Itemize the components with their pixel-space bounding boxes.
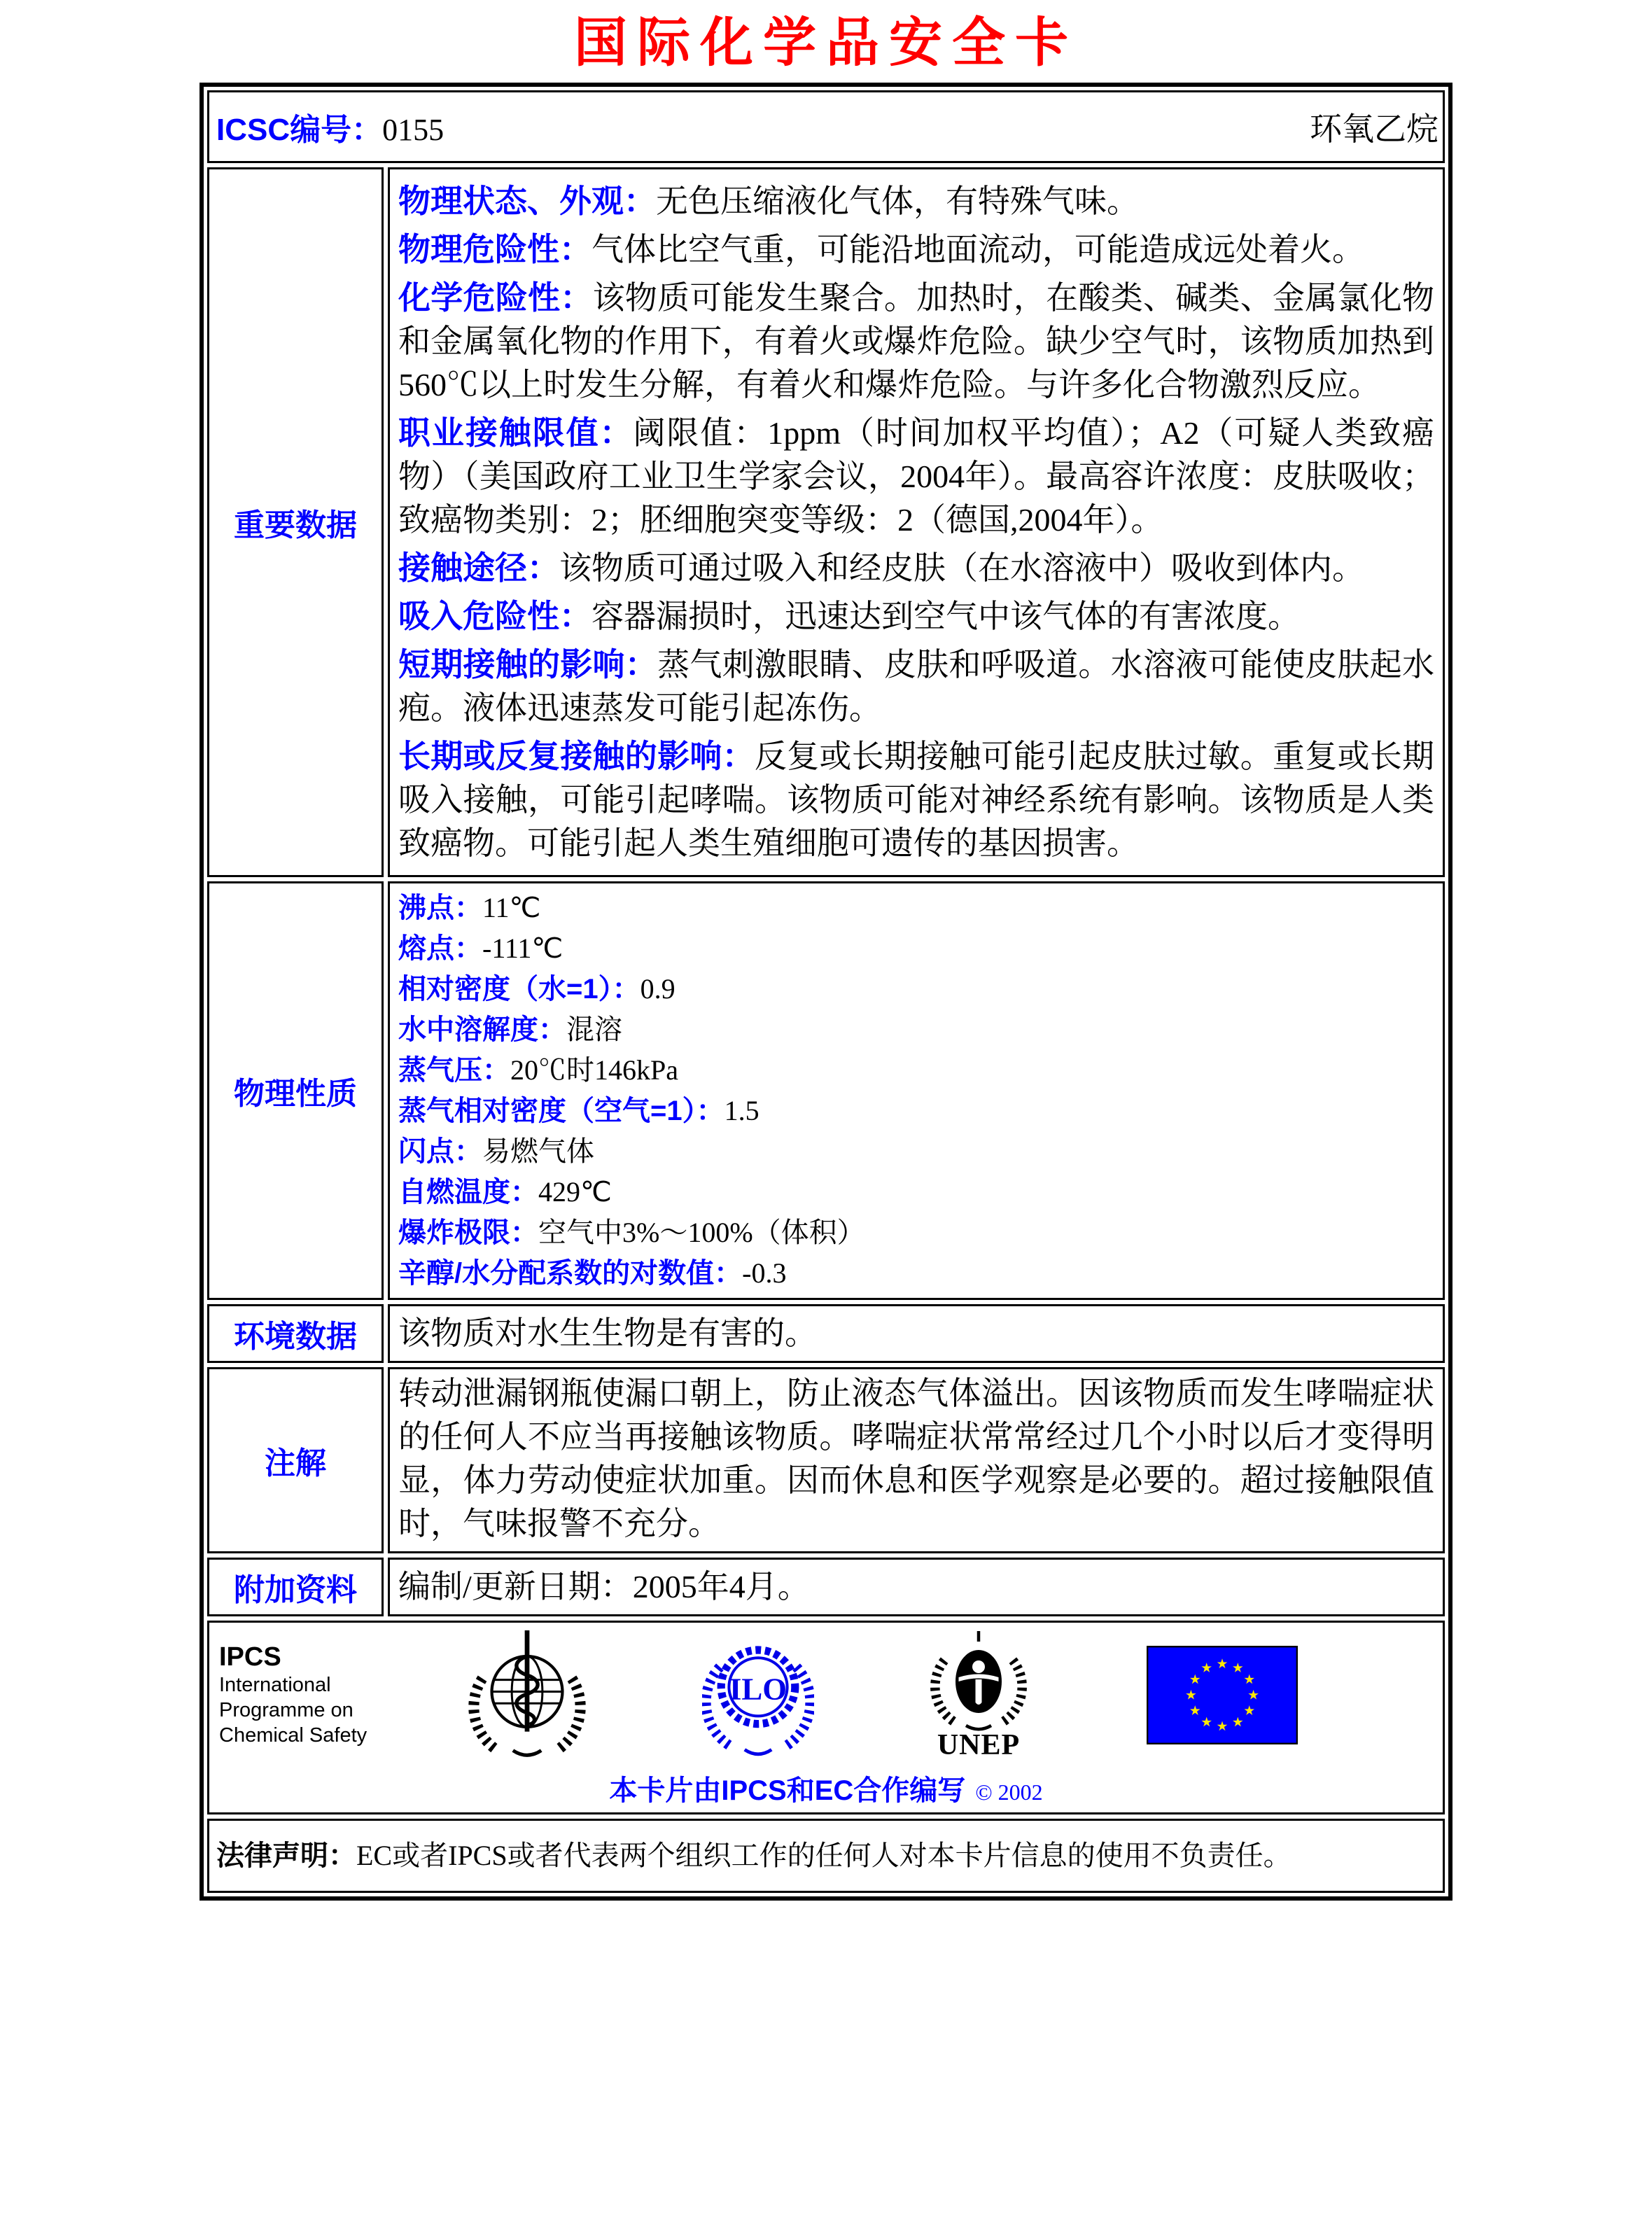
page-title: 国际化学品安全卡 bbox=[574, 14, 1078, 73]
ipcs-subtitle-line: Chemical Safety bbox=[219, 1724, 368, 1747]
property-line bbox=[398, 969, 1434, 1009]
property-line bbox=[398, 1253, 1434, 1294]
important-paragraph bbox=[398, 546, 1434, 590]
field-label: 吸入危险性： bbox=[398, 598, 592, 634]
additional-info-content: 编制/更新日期：2005年4月。 bbox=[388, 1558, 1445, 1616]
row-additional-info bbox=[207, 1558, 1445, 1616]
important-paragraph bbox=[398, 643, 1434, 730]
field-text: 反复或长期接触可能引起皮肤过敏。重复或长期吸入接触，可能引起哮喘。该物质可能对神经系统有影响。该物质是人类致癌物。可能引起人类生殖细胞可遗传的基因损害。 bbox=[398, 739, 1435, 861]
field-text: 容器漏损时，迅速达到空气中该气体的有害浓度。 bbox=[592, 599, 1300, 634]
unep-wordmark: UNEP bbox=[937, 1729, 1021, 1761]
important-paragraph bbox=[398, 179, 1434, 223]
important-paragraph bbox=[398, 411, 1434, 542]
eu-flag-icon bbox=[1147, 1646, 1298, 1744]
property-line bbox=[398, 1172, 1434, 1212]
property-label: 爆炸极限： bbox=[398, 1217, 538, 1248]
property-line bbox=[398, 1212, 1434, 1253]
cooperation-text: 本卡片由IPCS和EC合作编写 bbox=[609, 1775, 966, 1806]
row-environmental-data bbox=[207, 1304, 1445, 1363]
field-label: 长期或反复接触的影响： bbox=[398, 738, 755, 774]
ilo-wordmark: ILO bbox=[729, 1671, 788, 1707]
section-label-physical-properties: 物理性质 bbox=[207, 881, 384, 1300]
section-label-notes: 注解 bbox=[207, 1367, 384, 1553]
property-label: 蒸气压： bbox=[398, 1055, 510, 1086]
cooperation-note bbox=[219, 1768, 1433, 1808]
important-data-content bbox=[388, 167, 1445, 877]
property-value: 1.5 bbox=[724, 1095, 760, 1126]
property-value: 429℃ bbox=[538, 1176, 612, 1208]
row-important-data bbox=[207, 167, 1445, 877]
copyright-text: © 2002 bbox=[975, 1779, 1043, 1805]
field-label: 短期接触的影响： bbox=[398, 646, 658, 683]
icsc-number-value: 0155 bbox=[382, 113, 444, 147]
section-label-additional-info: 附加资料 bbox=[207, 1558, 384, 1616]
property-value: 11℃ bbox=[482, 892, 541, 923]
property-label: 熔点： bbox=[398, 933, 482, 964]
environmental-data-content: 该物质对水生生物是有害的。 bbox=[388, 1304, 1445, 1363]
physical-properties-content bbox=[388, 881, 1445, 1300]
row-logos bbox=[207, 1621, 1445, 1814]
legal-label: 法律声明： bbox=[216, 1840, 356, 1871]
logos-cell bbox=[207, 1621, 1445, 1814]
section-label-important-data: 重要数据 bbox=[207, 167, 384, 877]
notes-content: 转动泄漏钢瓶使漏口朝上，防止液态气体溢出。因该物质而发生哮喘症状的任何人不应当再接触该物质。哮喘症状常常经过几个小时以后才变得明显，体力劳动使症状加重。因而休息和医学观察是必要的。超过接触限值时，气味报警不充分。 bbox=[388, 1367, 1445, 1553]
property-line bbox=[398, 1091, 1434, 1131]
property-value: 20℃时146kPa bbox=[510, 1054, 678, 1086]
field-text: 无色压缩液化气体，有特殊气味。 bbox=[656, 183, 1139, 219]
field-label: 物理危险性： bbox=[398, 231, 592, 267]
property-label: 自燃温度： bbox=[398, 1177, 538, 1208]
property-line bbox=[398, 1131, 1434, 1172]
who-logo-icon bbox=[468, 1630, 587, 1760]
field-label: 物理状态、外观： bbox=[398, 183, 656, 219]
field-text: 蒸气刺激眼睛、皮肤和呼吸道。水溶液可能使皮肤起水疱。液体迅速蒸发可能引起冻伤。 bbox=[398, 647, 1435, 726]
property-line bbox=[398, 1050, 1434, 1091]
ipcs-subtitle-line: International bbox=[219, 1674, 331, 1696]
ilo-logo-icon bbox=[702, 1628, 814, 1761]
field-text: 该物质可通过吸入和经皮肤（在水溶液中）吸收到体内。 bbox=[559, 550, 1364, 586]
property-label: 相对密度（水=1）： bbox=[398, 974, 640, 1005]
section-label-environmental-data: 环境数据 bbox=[207, 1304, 384, 1363]
property-label: 蒸气相对密度（空气=1）： bbox=[398, 1096, 724, 1126]
property-label: 辛醇/水分配系数的对数值： bbox=[398, 1258, 743, 1289]
row-legal bbox=[207, 1819, 1445, 1893]
field-label: 化学危险性： bbox=[398, 279, 593, 316]
property-label: 水中溶解度： bbox=[398, 1014, 566, 1045]
logos-strip bbox=[219, 1628, 1433, 1761]
ipcs-subtitle-line: Programme on bbox=[219, 1699, 354, 1721]
important-paragraph bbox=[398, 276, 1434, 407]
ipcs-title: IPCS bbox=[219, 1642, 281, 1672]
property-line bbox=[398, 888, 1434, 928]
row-notes bbox=[207, 1367, 1445, 1553]
important-paragraph bbox=[398, 594, 1434, 638]
row-header bbox=[207, 90, 1445, 163]
legal-text: EC或者IPCS或者代表两个组织工作的任何人对本卡片信息的使用不负责任。 bbox=[356, 1840, 1292, 1871]
row-physical-properties bbox=[207, 881, 1445, 1300]
property-value: -111℃ bbox=[482, 932, 564, 964]
property-value: -0.3 bbox=[742, 1257, 787, 1289]
property-label: 沸点： bbox=[398, 893, 482, 923]
field-text: 阈限值：1ppm（时间加权平均值）；A2（可疑人类致癌物）（美国政府工业卫生学家会议，2004年）。最高容许浓度：皮肤吸收；致癌物类别：2；胚细胞突变等级：2（德国,2004年）。 bbox=[398, 415, 1435, 538]
important-paragraph bbox=[398, 228, 1434, 272]
field-text: 该物质可能发生聚合。加热时，在酸类、碱类、金属氯化物和金属氧化物的作用下，有着火或爆炸危险。缺少空气时，该物质加热到560℃以上时发生分解，有着火和爆炸危险。与许多化合物激烈反应。 bbox=[398, 280, 1435, 403]
safety-card-table bbox=[200, 83, 1452, 1901]
property-value: 混溶 bbox=[566, 1014, 622, 1045]
unep-logo-icon bbox=[926, 1629, 1031, 1761]
important-paragraph bbox=[398, 734, 1434, 865]
property-line bbox=[398, 1009, 1434, 1050]
field-label: 职业接触限值： bbox=[398, 414, 634, 451]
legal-cell bbox=[207, 1819, 1445, 1893]
property-value: 易燃气体 bbox=[482, 1135, 594, 1167]
property-value: 空气中3%～100%（体积） bbox=[538, 1217, 865, 1248]
property-value: 0.9 bbox=[640, 973, 676, 1005]
property-label: 闪点： bbox=[398, 1136, 482, 1167]
header-cell bbox=[207, 90, 1445, 163]
field-text: 气体比空气重，可能沿地面流动，可能造成远处着火。 bbox=[592, 232, 1364, 267]
field-label: 接触途径： bbox=[398, 550, 559, 586]
ipcs-block bbox=[219, 1642, 412, 1748]
property-line bbox=[398, 928, 1434, 969]
chemical-name: 环氧乙烷 bbox=[1310, 111, 1438, 147]
icsc-number-group bbox=[216, 104, 444, 149]
icsc-number-label: ICSC编号： bbox=[216, 113, 383, 147]
